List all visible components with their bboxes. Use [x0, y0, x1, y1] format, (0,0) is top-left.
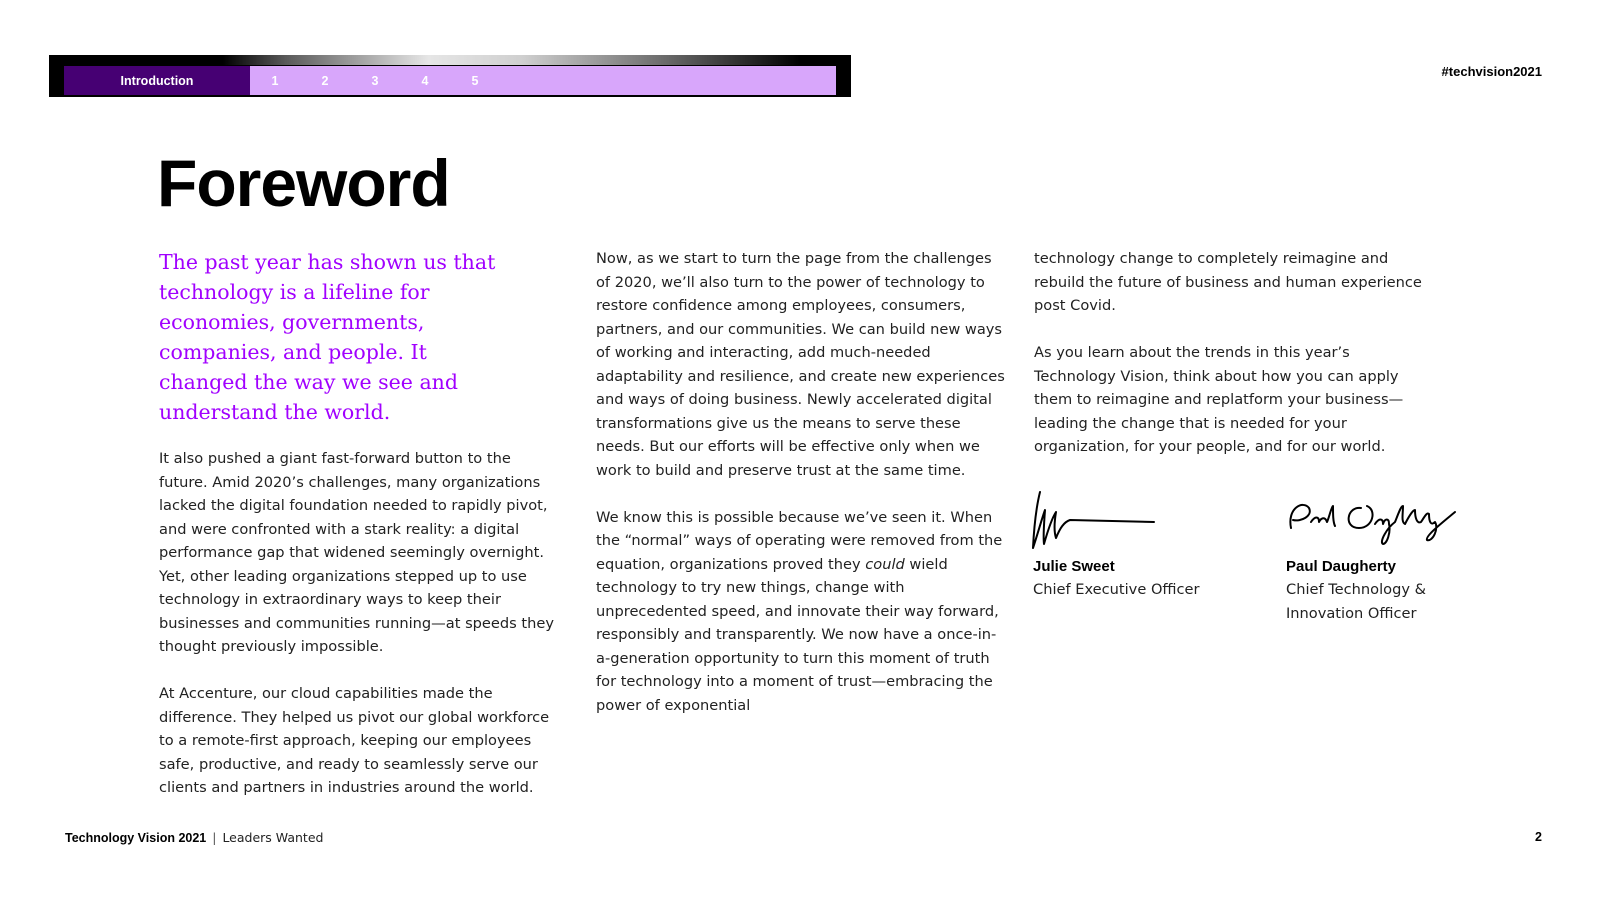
- footer-subtitle: Leaders Wanted: [222, 830, 324, 845]
- column-3: [1034, 247, 1434, 482]
- nav-tab-2[interactable]: 2: [321, 73, 329, 88]
- section-nav-bar: [49, 55, 851, 97]
- column-2-paragraph-1: Now, as we start to turn the page from the challenges of 2020, we’ll also turn to the power of technology to restore confidence among employees, consumers, partners, and our communities. We can build new ways of working and interacting, add much-needed adaptability and resilience, and create new experiences and ways of doing business. Newly accelerated digital transformations give us the means to serve these needs. But our efforts will be effective only when we work to build and preserve trust at the same time.: [596, 250, 1005, 479]
- footer-separator: |: [212, 830, 217, 845]
- signature-julie-sweet: [1030, 488, 1160, 556]
- section-nav: [64, 66, 836, 95]
- nav-gradient-band: [49, 55, 839, 65]
- lead-quote: The past year has shown us that technology is a lifeline for economies, governments, companies, and people. It changed the way we see and understand the world.: [159, 250, 496, 424]
- signatory-paul-daugherty: [1283, 488, 1503, 625]
- column-3-paragraph-2: As you learn about the trends in this year’s Technology Vision, think about how you can apply them to reimagine and replatform your business—leading the change that is needed for your organization, for your people, and for our world.: [1034, 344, 1404, 455]
- hashtag: #techvision2021: [1441, 64, 1542, 79]
- footer: [65, 830, 323, 845]
- page-title: Foreword: [157, 146, 450, 220]
- nav-tab-5[interactable]: 5: [471, 73, 479, 88]
- column-1: [159, 247, 564, 823]
- column-1-paragraph-1: It also pushed a giant fast-forward button to the future. Amid 2020’s challenges, many organizations lacked the digital foundation needed to rapidly pivot, and were confronted with a stark reality: a digital performance gap that widened seemingly overnight. Yet, other leading organizations stepped up to use technology in extraordinary ways to keep their businesses and communities running—at speeds they thought previously impossible.: [159, 450, 554, 655]
- column-2-paragraph-2: [596, 506, 1006, 718]
- footer-brand: Technology Vision 2021: [65, 831, 207, 845]
- column-2-paragraph-2-end: wield technology to try new things, change with unprecedented speed, and innovate their way forward, responsibly and transparently. We now have a once-in-a-generation opportunity to turn this moment of truth for technology into a moment of trust—embracing the power of exponential: [596, 555, 999, 714]
- column-3-paragraph-1: technology change to completely reimagine and rebuild the future of business and human experience post Covid.: [1034, 250, 1422, 314]
- signatory-name: Julie Sweet: [1033, 558, 1115, 575]
- signature-paul-daugherty: [1283, 488, 1463, 556]
- column-2: [596, 247, 1006, 741]
- signatory-name: Paul Daugherty: [1286, 558, 1397, 575]
- page-number: 2: [1535, 830, 1542, 844]
- nav-tab-4[interactable]: 4: [421, 73, 429, 88]
- signatory-julie-sweet: [1030, 488, 1250, 602]
- emphasis-could: could: [865, 555, 905, 573]
- nav-tab-1[interactable]: 1: [271, 73, 279, 88]
- column-2-paragraph-2-start: We know this is possible because we’ve seen it. When the “normal” ways of operating were removed from the equation, organizations proved they: [596, 508, 1003, 573]
- signatory-role: Chief Executive Officer: [1033, 581, 1200, 598]
- nav-tab-3[interactable]: 3: [371, 73, 379, 88]
- signatory-role: Chief Technology & Innovation Officer: [1286, 581, 1427, 622]
- nav-tab-introduction[interactable]: Introduction: [64, 66, 250, 95]
- column-1-paragraph-2: At Accenture, our cloud capabilities made the difference. They helped us pivot our global workforce to a remote-first approach, keeping our employees safe, productive, and ready to seamlessly serve our clients and partners in industries around the world.: [159, 685, 550, 796]
